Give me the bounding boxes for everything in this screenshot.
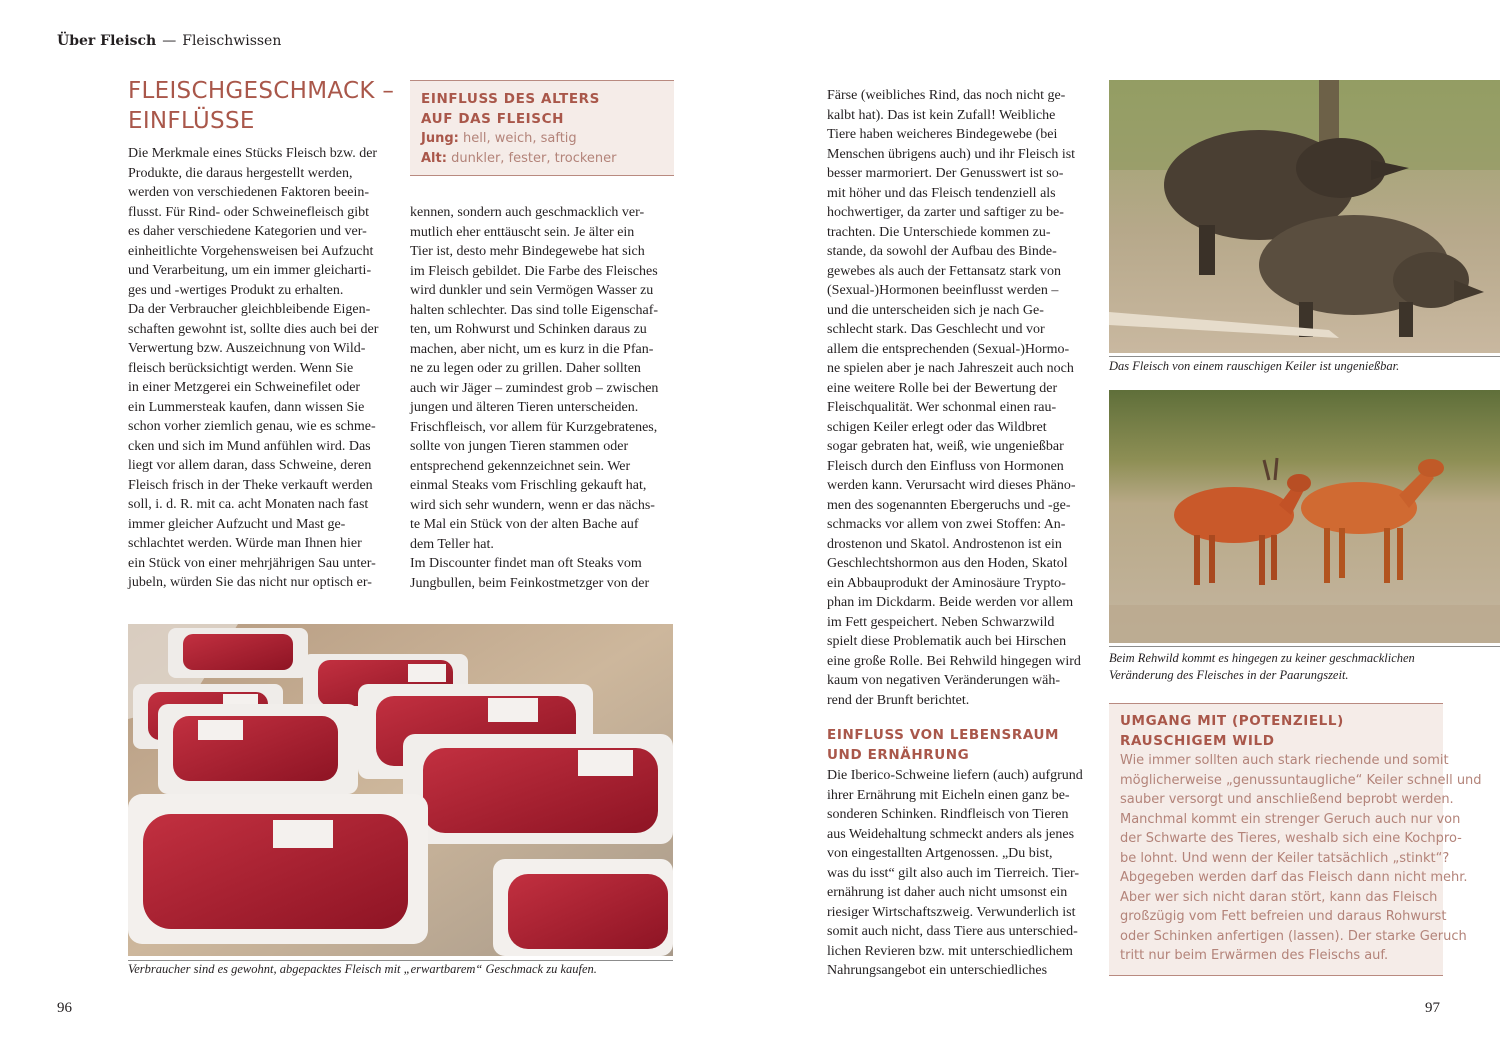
body-line: Im Discounter findet man oft Steaks vom (410, 556, 642, 571)
body-line: (Sexual-)Hormonen beeinflusst werden – (827, 283, 1059, 298)
age-young-row (421, 129, 663, 149)
body-line: te Mal ein Stück von der alten Bache auf (410, 517, 639, 532)
body-line: gewebes als auch der Fettansatz stark von (827, 263, 1062, 279)
body-line: allem die entsprechenden (Sexual-)Hormo- (827, 341, 1070, 357)
body-line: wird sich sehr wundern, wenn er das nächs- (410, 497, 655, 513)
body-line: sonderen Schinken. Rindfleisch von Tieren (827, 807, 1069, 822)
body-line: lichen Revieren bzw. mit unterschiedlichem (827, 943, 1073, 959)
body-line: immer gleicher Aufzucht und Mast ge- (128, 516, 346, 532)
body-line: Die Merkmale eines Stücks Fleisch bzw. der (128, 146, 378, 161)
header-subsection: Fleischwissen (182, 33, 282, 49)
body-line: ne zu legen oder zu grillen. Daher sollten (410, 361, 641, 376)
body-line: drostenon und Skatol. Androstenon ist ein (827, 536, 1062, 552)
meat-tray (168, 628, 308, 678)
deer-caption-rule (1109, 646, 1500, 647)
body-line: trachten. Die Unterschiede kommen zu- (827, 224, 1051, 240)
body-line: eine weitere Rolle bei der Bewertung der (827, 380, 1058, 396)
deer-caption (1109, 650, 1415, 684)
habitat-subheading (827, 726, 1059, 765)
age-box-text (421, 129, 663, 168)
body-line: ten, um Rohwurst und Schinken daraus zu (410, 322, 647, 337)
body-line: stande, da sowohl der Aufbau des Binde- (827, 244, 1057, 259)
body-line: Färse (weibliches Rind, das noch nicht ge- (827, 88, 1066, 103)
body-line: einheitlichte Vorgehensweisen bei Aufzucht (128, 243, 374, 259)
boar-caption-text: Das Fleisch von einem rauschigen Keiler ist ungenießbar. (1109, 359, 1400, 373)
body-line: halten schlechter. Das sind tolle Eigenschaf- (410, 302, 659, 318)
habitat-subheading-line: EINFLUSS VON LEBENSRAUM (827, 727, 1060, 743)
wild-boar-photo (1109, 80, 1500, 353)
body-line: Fleisch frisch in der Theke verkauft werden (128, 477, 373, 493)
body-line: fleisch berücksichtigt werden. Wenn Sie (128, 360, 354, 376)
body-line: ne spielen aber je nach Jahreszeit auch noch (827, 361, 1074, 376)
body-line: von eingestallten Artgenossen. „Du bist, (827, 846, 1053, 861)
body-line: spielt diese Problematik auch bei Hirschen (827, 634, 1067, 649)
body-line: mit höher und das Fleisch tendenziell als (827, 185, 1056, 201)
body-line: Nahrungsangebot ein unterschiedliches (827, 963, 1048, 978)
boar-box-line: oder Schinken anfertigen (lassen). Der starke Geruch (1120, 928, 1467, 944)
body-line: werden von verschiedenen Faktoren beein- (128, 185, 370, 200)
boar-box-title (1120, 712, 1432, 751)
body-line: schaften gewohnt ist, sollte dies auch bei der (128, 321, 379, 337)
body-line: sogar gebraten hat, weiß, wie ungenießbar (827, 439, 1064, 454)
age-old-row (421, 149, 663, 169)
body-line: was du isst“ gilt also auch im Tierreich. Tier- (827, 865, 1080, 881)
boar-box-line: sauber versorgt und anschließend beprobt werden. (1120, 792, 1454, 807)
body-line: in einer Metzgerei ein Schweinefilet oder (128, 380, 361, 395)
boar-box-line: be lohnt. Und wenn der Keiler tatsächlich „stinkt“? (1120, 850, 1450, 866)
body-line: Tier ist, desto mehr Bindegewebe hat sich (410, 244, 645, 259)
boar-box-text (1120, 751, 1482, 966)
page-title (128, 76, 398, 136)
body-line: im Fleisch gebildet. Die Farbe des Fleisches (410, 263, 658, 279)
age-box-title (421, 90, 663, 129)
body-line: schlachtet werden. Würde man Ihnen hier (128, 536, 362, 551)
body-line: Menschen übrigens auch) und ihr Fleisch ist (827, 146, 1076, 162)
boar-box-title-line: RAUSCHIGEM WILD (1120, 732, 1275, 749)
body-line: machen, aber nicht, um es kurz in die Pfan- (410, 341, 654, 357)
body-line: jungen und älteren Tieren unterscheiden. (410, 400, 639, 415)
body-line: und die unterscheiden sich je nach Ge- (827, 302, 1044, 318)
body-line: flusst. Für Rind- oder Schweinefleisch gibt (128, 204, 370, 220)
body-line: Fleisch durch den Einfluss von Hormonen (827, 458, 1064, 474)
roe-deer-photo (1109, 390, 1500, 643)
body-line: Produkte, die daraus hergestellt werden, (128, 165, 353, 181)
meat-tray (493, 859, 673, 956)
body-line: entsprechend gekennzeichnet sein. Wer (410, 458, 631, 474)
body-line: kaum von negativen Veränderungen wäh- (827, 673, 1060, 688)
body-line: werden kann. Verursacht wird dieses Phäno- (827, 478, 1076, 493)
boar-photo-svg (1109, 80, 1500, 353)
body-line: sollte von jungen Tieren stammen oder (410, 439, 629, 454)
old-label: Alt: (421, 150, 447, 166)
young-text: hell, weich, saftig (463, 131, 577, 146)
body-line: schmacks vor allem von zwei Stoffen: An- (827, 517, 1066, 532)
meat-caption-text: Verbraucher sind es gewohnt, abgepacktes Fleisch mit „erwartbarem“ Geschmack zu kaufen. (128, 962, 597, 976)
title-line: FLEISCHGESCHMACK – (128, 78, 395, 104)
body-line: Jungbullen, beim Feinkostmetzger von der (410, 575, 650, 591)
boar-box-line: Abgegeben werden darf das Fleisch dann nicht mehr. (1120, 870, 1468, 885)
body-line: somit auch nicht, dass Tiere aus unterschied- (827, 924, 1078, 939)
age-box-title-line: AUF DAS FLEISCH (421, 110, 564, 127)
meat-tray (158, 704, 358, 794)
body-line: cken und sich im Mund anfühlen wird. Das (128, 438, 371, 454)
body-line: ihrer Ernährung mit Eicheln einen ganz be- (827, 787, 1070, 803)
body-line: aus Weidehaltung schmeckt anders als jenes (827, 826, 1075, 842)
body-column-3-continued (827, 766, 1083, 981)
body-line: schon vorher ziemlich genau, wie es schme- (128, 419, 376, 434)
body-line: es daher verschiedene Kategorien und ver- (128, 224, 367, 239)
header-section: Über Fleisch (57, 33, 157, 49)
body-line: riesiger Wirtschaftszweig. Verwunderlich ist (827, 904, 1076, 920)
deer-caption-line: Beim Rehwild kommt es hingegen zu keiner geschmacklichen (1109, 651, 1415, 665)
body-line: rend der Brunft berichtet. (827, 692, 970, 708)
boar-caption-rule (1109, 356, 1500, 357)
body-line: ein Lummersteak kaufen, dann wissen Sie (128, 399, 365, 415)
meat-photo-svg (128, 624, 673, 956)
body-line: Frischfleisch, vor allem für Kurzgebratenes, (410, 419, 658, 435)
body-line: hochwertiger, da zarter und saftiger zu be- (827, 205, 1064, 220)
body-line: phan im Dickdarm. Beide werden vor allem (827, 595, 1074, 610)
boar-box-line: Aber wer sich nicht daran stört, kann das Fleisch (1120, 889, 1438, 905)
body-line: und Verarbeitung, um ein immer gleicharti- (128, 263, 372, 278)
body-line: wird dunkler und sein Vermögen Wasser zu (410, 283, 654, 298)
body-line: kalbt hat). Das ist kein Zufall! Weibliche (827, 107, 1056, 123)
header-separator: — (162, 33, 177, 49)
body-column-3 (827, 86, 1081, 710)
body-line: ein Stück von einer mehrjährigen Sau unter- (128, 555, 376, 571)
body-line: ernährung ist daher auch nicht umsonst ein (827, 885, 1068, 900)
body-line: im Fett gespeichert. Neben Schwarzwild (827, 614, 1055, 630)
boar-box-line: tritt nur beim Erwärmen des Fleischs auf. (1120, 948, 1389, 963)
boar-caption (1109, 358, 1399, 375)
body-line: Geschlechtshormon aus den Hoden, Skatol (827, 556, 1068, 571)
deer-caption-line: Veränderung des Fleisches in der Paarungszeit. (1109, 668, 1349, 682)
meat-tray (403, 734, 673, 844)
boar-box-line: großzügig vom Fett befreien und daraus Rohwurst (1120, 909, 1447, 924)
title-line: EINFLÜSSE (128, 108, 255, 134)
meat-caption (128, 961, 597, 978)
page-number-right: 97 (1425, 1000, 1440, 1016)
body-line: Verwertung bzw. Auszeichnung von Wild- (128, 341, 366, 356)
body-line: eine große Rolle. Bei Rehwild hingegen wird (827, 653, 1081, 669)
running-header (57, 33, 281, 49)
body-line: Da der Verbraucher gleichbleibende Eigen- (128, 302, 371, 317)
body-line: men des sogenannten Ebergeruchs und -ge- (827, 497, 1071, 513)
age-info-box (410, 80, 674, 176)
body-line: schlecht stark. Das Geschlecht und vor (827, 322, 1045, 337)
body-line: Tiere haben weicheres Bindegewebe (bei (827, 127, 1058, 142)
boar-box-line: der Schwarte des Tieres, weshalb sich eine Kochpro- (1120, 831, 1462, 846)
body-line: einmal Steaks vom Frischling gekauft hat, (410, 478, 647, 493)
deer-photo-svg (1109, 390, 1500, 643)
boar-box-line: Wie immer sollten auch stark riechende und somit (1120, 753, 1449, 768)
habitat-subheading-line: UND ERNÄHRUNG (827, 746, 970, 763)
body-line: liegt vor allem daran, dass Schweine, deren (128, 458, 372, 473)
age-box-title-line: EINFLUSS DES ALTERS (421, 91, 601, 107)
meat-package-photo (128, 624, 673, 956)
rutting-boar-box (1109, 703, 1482, 976)
old-text: dunkler, fester, trockener (451, 150, 617, 166)
body-line: jubeln, würden Sie das nicht nur optisch er- (128, 575, 372, 590)
body-line: auch wir Jäger – zumindest grob – zwischen (410, 380, 659, 396)
boar-box-title-line: UMGANG MIT (POTENZIELL) (1120, 713, 1344, 729)
boar-box-line: Manchmal kommt ein strenger Geruch auch nur von (1120, 811, 1461, 827)
body-line: kennen, sondern auch geschmacklich ver- (410, 205, 645, 220)
body-line: ges und -wertiges Produkt zu erhalten. (128, 282, 344, 298)
body-line: ein Abbauprodukt der Aminosäure Trypto- (827, 575, 1066, 591)
body-line: Die Iberico-Schweine liefern (auch) aufgrund (827, 768, 1083, 783)
page-number-left: 96 (57, 1000, 72, 1016)
body-line: besser marmoriert. Der Genusswert ist so- (827, 166, 1064, 181)
body-line: dem Teller hat. (410, 536, 494, 552)
young-label: Jung: (421, 131, 459, 146)
boar-box-line: möglicherweise „genussuntaugliche“ Keiler schnell und (1120, 772, 1482, 788)
body-line: soll, i. d. R. mit ca. acht Monaten nach fast (128, 497, 369, 512)
body-line: Fleischqualität. Wer schonmal einen rau- (827, 400, 1057, 415)
body-column-1 (128, 144, 378, 593)
body-line: schigen Keiler erlegt oder das Wildbret (827, 419, 1047, 435)
body-column-2 (410, 203, 658, 593)
meat-tray (128, 794, 428, 944)
body-line: mutlich eher enttäuscht sein. Je älter ein (410, 224, 635, 240)
